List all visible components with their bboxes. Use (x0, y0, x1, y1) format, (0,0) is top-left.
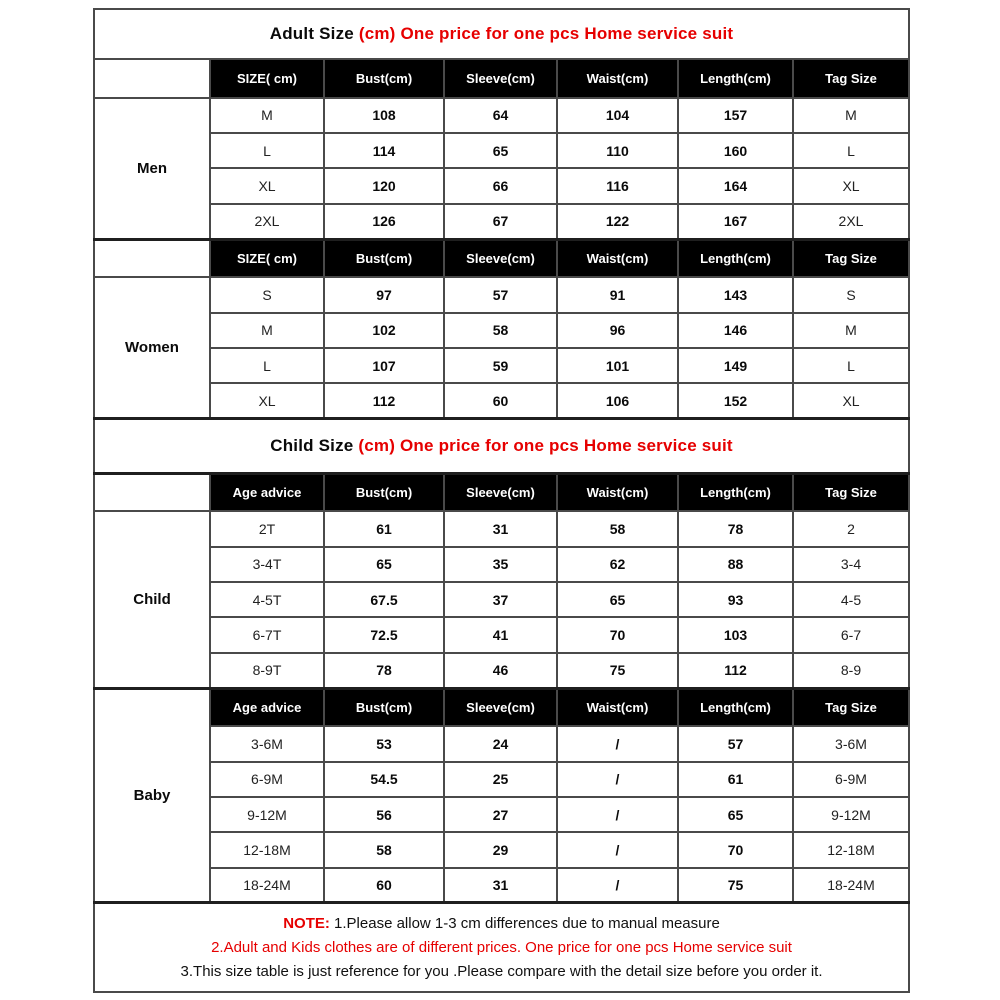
waist-cell: 104 (557, 98, 678, 133)
tag-cell: 6-7 (793, 617, 909, 652)
tag-cell: M (793, 313, 909, 348)
length-cell: 157 (678, 98, 793, 133)
bust-cell: 126 (324, 204, 444, 239)
size-cell: M (210, 313, 324, 348)
blank-cell (94, 59, 210, 97)
length-cell: 152 (678, 383, 793, 418)
blank-cell (94, 239, 210, 277)
sleeve-cell: 66 (444, 168, 557, 203)
bust-cell: 102 (324, 313, 444, 348)
child-title-red: (cm) One price for one pcs Home service suit (358, 435, 733, 455)
length-cell: 112 (678, 653, 793, 688)
table-row (94, 204, 909, 239)
bust-cell: 72.5 (324, 617, 444, 652)
tag-cell: 3-6M (793, 726, 909, 761)
bust-cell: 120 (324, 168, 444, 203)
waist-cell: 58 (557, 511, 678, 546)
tag-cell: 2 (793, 511, 909, 546)
group-label-men: Men (94, 98, 210, 239)
age-cell: 9-12M (210, 797, 324, 832)
waist-cell: / (557, 797, 678, 832)
length-cell: 93 (678, 582, 793, 617)
group-label-baby: Baby (94, 688, 210, 903)
waist-cell: / (557, 726, 678, 761)
length-cell: 61 (678, 762, 793, 797)
size-cell: L (210, 133, 324, 168)
column-header: Length(cm) (678, 473, 793, 511)
sleeve-cell: 64 (444, 98, 557, 133)
length-cell: 88 (678, 547, 793, 582)
sleeve-cell: 60 (444, 383, 557, 418)
waist-cell: / (557, 868, 678, 903)
note-label: NOTE: (283, 914, 330, 932)
bust-cell: 54.5 (324, 762, 444, 797)
tag-cell: XL (793, 383, 909, 418)
column-header: Tag Size (793, 59, 909, 97)
tag-cell: 3-4 (793, 547, 909, 582)
adult-title-black: Adult Size (269, 24, 359, 44)
column-header: Bust(cm) (324, 473, 444, 511)
group-label-women: Women (94, 277, 210, 418)
size-cell: 2XL (210, 204, 324, 239)
size-chart-table (93, 8, 910, 993)
note-line-1: NOTE: 1.Please allow 1-3 cm differences due to manual measure (283, 914, 720, 932)
bust-cell: 56 (324, 797, 444, 832)
length-cell: 143 (678, 277, 793, 312)
table-row (94, 617, 909, 652)
note-text (94, 903, 909, 992)
waist-cell: 70 (557, 617, 678, 652)
tag-cell: 2XL (793, 204, 909, 239)
bust-cell: 53 (324, 726, 444, 761)
adult-title-row (94, 9, 909, 59)
bust-cell: 67.5 (324, 582, 444, 617)
bust-cell: 97 (324, 277, 444, 312)
tag-cell: 8-9 (793, 653, 909, 688)
tag-cell: 12-18M (793, 832, 909, 867)
adult-title (94, 9, 909, 59)
bust-cell: 107 (324, 348, 444, 383)
column-header: Sleeve(cm) (444, 473, 557, 511)
length-cell: 103 (678, 617, 793, 652)
women-header-row (94, 239, 909, 277)
bust-cell: 61 (324, 511, 444, 546)
size-cell: XL (210, 168, 324, 203)
size-cell: XL (210, 383, 324, 418)
size-cell: S (210, 277, 324, 312)
age-cell: 4-5T (210, 582, 324, 617)
sleeve-cell: 25 (444, 762, 557, 797)
table-row (94, 582, 909, 617)
sleeve-cell: 31 (444, 868, 557, 903)
column-header: SIZE( cm) (210, 239, 324, 277)
blank-cell (94, 473, 210, 511)
length-cell: 167 (678, 204, 793, 239)
tag-cell: 18-24M (793, 868, 909, 903)
note-line-2: 2.Adult and Kids clothes are of different prices. One price for one pcs Home service suit (211, 938, 792, 956)
column-header: Sleeve(cm) (444, 239, 557, 277)
sleeve-cell: 67 (444, 204, 557, 239)
column-header: Age advice (210, 688, 324, 726)
bust-cell: 58 (324, 832, 444, 867)
adult-title-red: (cm) One price for one pcs Home service suit (358, 24, 734, 44)
length-cell: 57 (678, 726, 793, 761)
sleeve-cell: 58 (444, 313, 557, 348)
waist-cell: 106 (557, 383, 678, 418)
tag-cell: S (793, 277, 909, 312)
men-header-row (94, 59, 909, 97)
waist-cell: 101 (557, 348, 678, 383)
age-cell: 12-18M (210, 832, 324, 867)
waist-cell: / (557, 832, 678, 867)
bust-cell: 78 (324, 653, 444, 688)
table-row (94, 653, 909, 688)
waist-cell: / (557, 762, 678, 797)
age-cell: 6-9M (210, 762, 324, 797)
waist-cell: 65 (557, 582, 678, 617)
column-header: Bust(cm) (324, 59, 444, 97)
table-row (94, 762, 909, 797)
bust-cell: 112 (324, 383, 444, 418)
column-header: Tag Size (793, 688, 909, 726)
sleeve-cell: 57 (444, 277, 557, 312)
tag-cell: L (793, 133, 909, 168)
age-cell: 2T (210, 511, 324, 546)
table-row (94, 797, 909, 832)
sleeve-cell: 24 (444, 726, 557, 761)
length-cell: 164 (678, 168, 793, 203)
waist-cell: 110 (557, 133, 678, 168)
length-cell: 65 (678, 797, 793, 832)
table-row (94, 168, 909, 203)
tag-cell: XL (793, 168, 909, 203)
bust-cell: 114 (324, 133, 444, 168)
table-row (94, 832, 909, 867)
column-header: Sleeve(cm) (444, 59, 557, 97)
note-line-3: 3.This size table is just reference for you .Please compare with the detail size before you order it. (180, 962, 823, 980)
waist-cell: 75 (557, 653, 678, 688)
tag-cell: M (793, 98, 909, 133)
column-header: Length(cm) (678, 59, 793, 97)
sleeve-cell: 35 (444, 547, 557, 582)
sleeve-cell: 65 (444, 133, 557, 168)
tag-cell: L (793, 348, 909, 383)
column-header: Sleeve(cm) (444, 688, 557, 726)
column-header: Bust(cm) (324, 239, 444, 277)
column-header: Bust(cm) (324, 688, 444, 726)
length-cell: 70 (678, 832, 793, 867)
sleeve-cell: 59 (444, 348, 557, 383)
age-cell: 3-6M (210, 726, 324, 761)
age-cell: 6-7T (210, 617, 324, 652)
column-header: Tag Size (793, 473, 909, 511)
waist-cell: 91 (557, 277, 678, 312)
sleeve-cell: 31 (444, 511, 557, 546)
child-title (94, 419, 909, 473)
size-cell: M (210, 98, 324, 133)
waist-cell: 62 (557, 547, 678, 582)
length-cell: 75 (678, 868, 793, 903)
age-cell: 3-4T (210, 547, 324, 582)
column-header: Length(cm) (678, 239, 793, 277)
sleeve-cell: 46 (444, 653, 557, 688)
sleeve-cell: 29 (444, 832, 557, 867)
age-cell: 18-24M (210, 868, 324, 903)
size-cell: L (210, 348, 324, 383)
table-row (94, 277, 909, 312)
table-row (94, 868, 909, 903)
child-title-row (94, 419, 909, 473)
column-header: Length(cm) (678, 688, 793, 726)
baby-header-row (94, 688, 909, 726)
tag-cell: 9-12M (793, 797, 909, 832)
table-row (94, 133, 909, 168)
column-header: Waist(cm) (557, 59, 678, 97)
column-header: Tag Size (793, 239, 909, 277)
table-row (94, 98, 909, 133)
sleeve-cell: 37 (444, 582, 557, 617)
table-row (94, 313, 909, 348)
column-header: Waist(cm) (557, 239, 678, 277)
sleeve-cell: 41 (444, 617, 557, 652)
length-cell: 160 (678, 133, 793, 168)
table-row (94, 726, 909, 761)
note-row (94, 903, 909, 992)
waist-cell: 122 (557, 204, 678, 239)
column-header: Waist(cm) (557, 688, 678, 726)
group-label-child: Child (94, 511, 210, 688)
column-header: Waist(cm) (557, 473, 678, 511)
child-title-black: Child Size (270, 435, 359, 455)
column-header: Age advice (210, 473, 324, 511)
sleeve-cell: 27 (444, 797, 557, 832)
child-header-row (94, 473, 909, 511)
tag-cell: 6-9M (793, 762, 909, 797)
bust-cell: 108 (324, 98, 444, 133)
length-cell: 146 (678, 313, 793, 348)
waist-cell: 116 (557, 168, 678, 203)
age-cell: 8-9T (210, 653, 324, 688)
bust-cell: 65 (324, 547, 444, 582)
waist-cell: 96 (557, 313, 678, 348)
column-header: SIZE( cm) (210, 59, 324, 97)
table-row (94, 511, 909, 546)
length-cell: 78 (678, 511, 793, 546)
bust-cell: 60 (324, 868, 444, 903)
table-row (94, 547, 909, 582)
table-row (94, 383, 909, 418)
tag-cell: 4-5 (793, 582, 909, 617)
table-row (94, 348, 909, 383)
length-cell: 149 (678, 348, 793, 383)
